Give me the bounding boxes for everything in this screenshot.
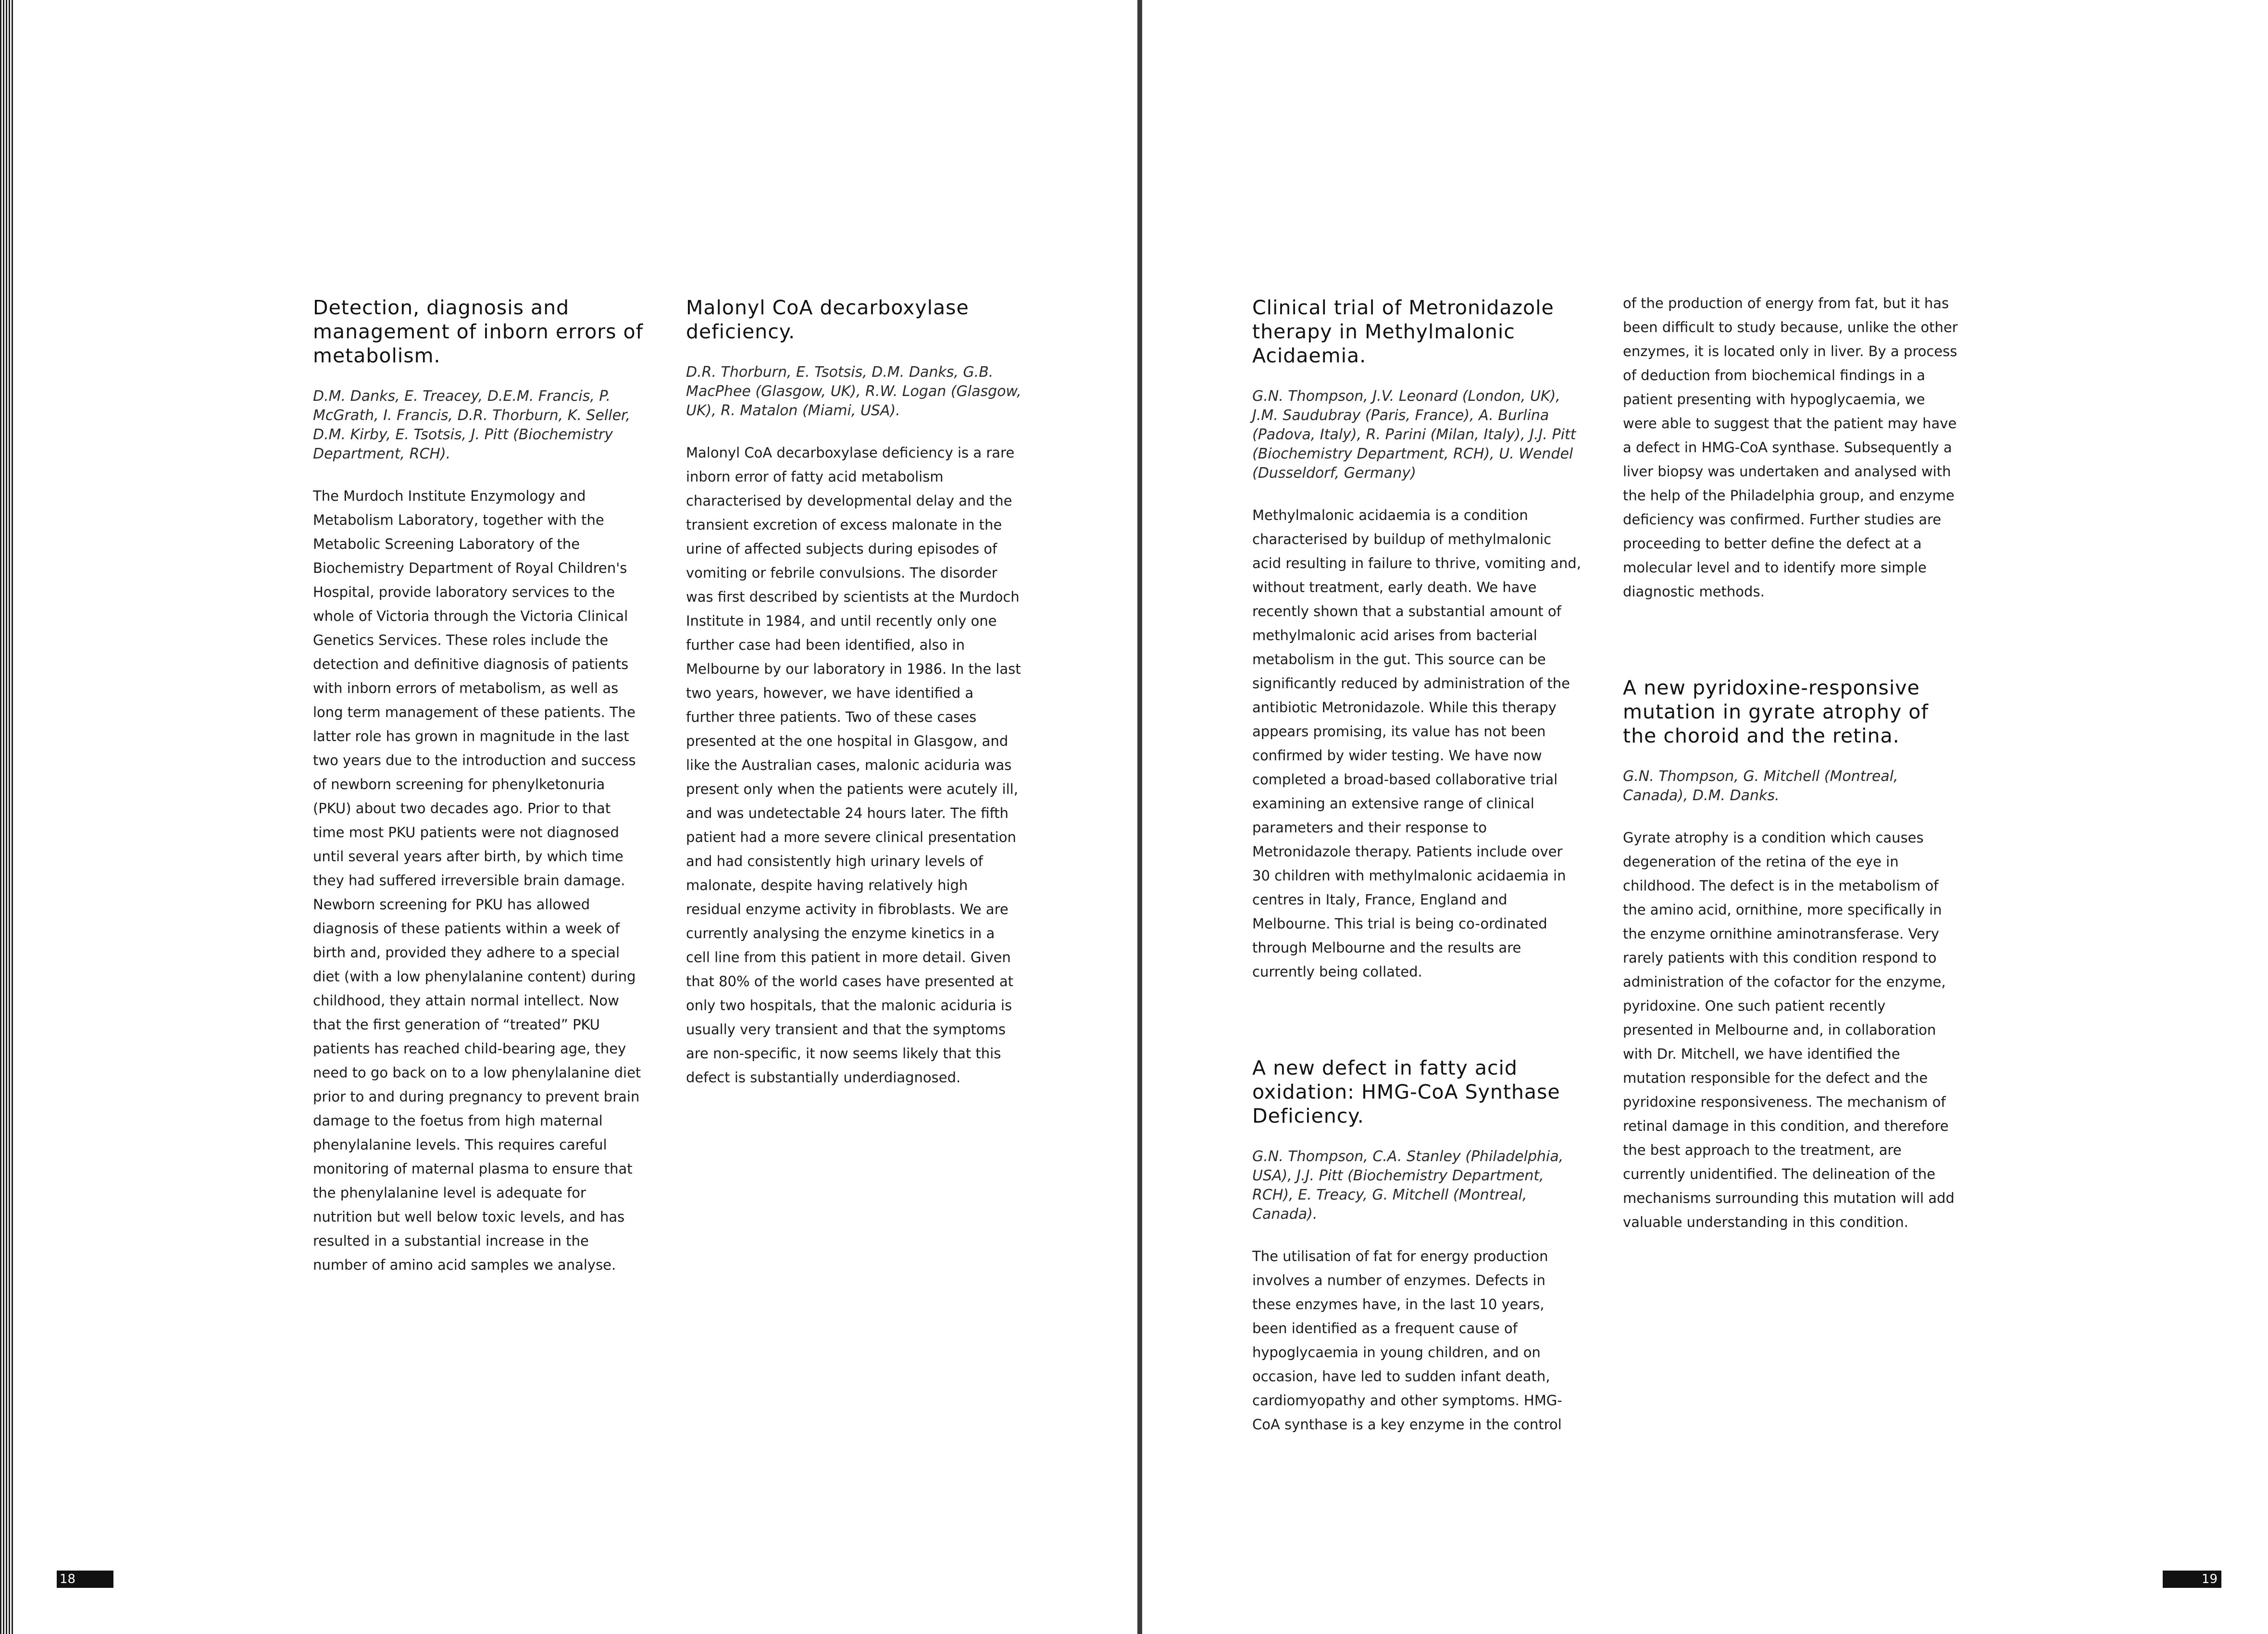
page-number: 19	[2163, 1571, 2221, 1588]
article-hmg-coa	[1252, 1056, 1582, 1436]
article-body: The utilisation of fat for energy production involves a number of enzymes. Defects in these enzymes have, in the last 10 years, been identified as a frequent cause of hypoglycaemia in young children, and on occasion, have led to sudden infant death, cardiomyopathy and other symptoms. HMG-CoA synthase is a key enzyme in the control	[1252, 1248, 1562, 1433]
article-heading: Detection, diagnosis and management of inborn errors of metabolism.	[313, 296, 644, 367]
article-heading: A new pyridoxine-responsive mutation in gyrate atrophy of the choroid and the retina.	[1623, 676, 1929, 747]
scan-edge-left	[0, 0, 14, 1634]
page-number: 18	[57, 1571, 113, 1588]
article-body: Methylmalonic acidaemia is a condition characterised by buildup of methylmalonic acid resulting in failure to thrive, vomiting and, without treatment, early death. We have recently shown that a substantial amount of methylmalonic acid arises from bacterial metabolism in the gut. This source can be significantly reduced by administration of the antibiotic Metronidazole. While this therapy appears promising, its value has not been confirmed by wider testing. We have now completed a broad-based collaborative trial examining an extensive range of clinical parameters and their response to Metronidazole therapy. Patients include over 30 children with methylmalonic acidaemia in centres in Italy, France, England and Melbourne. This trial is being co-ordinated through Melbourne and the results are currently being collated.	[1252, 507, 1581, 980]
article-authors: D.R. Thorburn, E. Tsotsis, D.M. Danks, G.B. MacPhee (Glasgow, UK), R.W. Logan (Glasgow, UK), R. Matalon (Miami, USA).	[686, 364, 1022, 419]
article-heading: A new defect in fatty acid oxidation: HMG-CoA Synthase Deficiency.	[1252, 1056, 1560, 1127]
right-column-2	[1623, 291, 1959, 1234]
article-authors: G.N. Thompson, C.A. Stanley (Philadelphia, USA), J.J. Pitt (Biochemistry Department, RCH), E. Treacy, G. Mitchell (Montreal, Canada).	[1252, 1148, 1564, 1223]
article-body: Malonyl CoA decarboxylase deficiency is a rare inborn error of fatty acid metabolism characterised by developmental delay and the transient excretion of excess malonate in the urine of affected subjects during episodes of vomiting or febrile convulsions. The disorder was first described by scientists at the Murdoch Institute in 1984, and until recently only one further case had been identified, also in Melbourne by our laboratory in 1986. In the last two years, however, we have identified a further three patients. Two of these cases presented at the one hospital in Glasgow, and like the Australian cases, malonic aciduria was present only when the patients were acutely ill, and was undetectable 24 hours later. The fifth patient had a more severe clinical presentation and had consistently high urinary levels of malonate, despite having relatively high residual enzyme activity in fibroblasts. We are currently analysing the enzyme kinetics in a cell line from this patient in more detail. Given that 80% of the world cases have presented at only two hospitals, that the malonic aciduria is usually very transient and that the symptoms are non-specific, it now seems likely that this defect is substantially underdiagnosed.	[686, 445, 1021, 1086]
article-heading: Clinical trial of Metronidazole therapy in Methylmalonic Acidaemia.	[1252, 296, 1554, 367]
article-inborn-errors	[313, 296, 645, 1277]
article-metronidazole	[1252, 296, 1582, 984]
article-body: Gyrate atrophy is a condition which causes degeneration of the retina of the eye in childhood. The defect is in the metabolism of the amino acid, ornithine, more specifically in the enzyme ornithine aminotransferase. Very rarely patients with this condition respond to administration of the cofactor for the enzyme, pyridoxine. One such patient recently presented in Melbourne and, in collaboration with Dr. Mitchell, we have identified the mutation responsible for the defect and the pyridoxine responsiveness. The mechanism of retinal damage in this condition, and therefore the best approach to the treatment, are currently unidentified. The delineation of the mechanisms surrounding this mutation will add valuable understanding in this condition.	[1623, 829, 1955, 1230]
right-column-1	[1252, 296, 1582, 1436]
article-authors: D.M. Danks, E. Treacey, D.E.M. Francis, P. McGrath, I. Francis, D.R. Thorburn, K. Seller, D.M. Kirby, E. Tsotsis, J. Pitt (Biochemistry Department, RCH).	[313, 388, 631, 462]
book-spine	[1137, 0, 1142, 1634]
article-authors: G.N. Thompson, G. Mitchell (Montreal, Canada), D.M. Danks.	[1623, 768, 1898, 804]
article-body-continued: of the production of energy from fat, but it has been difficult to study because, unlike the other enzymes, it is located only in liver. By a process of deduction from biochemical findings in a patient presenting with hypoglycaemia, we were able to suggest that the patient may have a defect in HMG-CoA synthase. Subsequently a liver biopsy was undertaken and analysed with the help of the Philadelphia group, and enzyme deficiency was confirmed. Further studies are proceeding to better define the defect at a molecular level and to identify more simple diagnostic methods.	[1623, 295, 1958, 600]
article-malonyl-coa	[686, 296, 1022, 1089]
right-page	[1142, 0, 2268, 1634]
article-body: The Murdoch Institute Enzymology and Metabolism Laboratory, together with the Metabolic Screening Laboratory of the Biochemistry Department of Royal Children's Hospital, provide laboratory services to the whole of Victoria through the Victoria Clinical Genetics Services. These roles include the detection and definitive diagnosis of patients with inborn errors of metabolism, as well as long term management of these patients. The latter role has grown in magnitude in the last two years due to the introduction and success of newborn screening for phenylketonuria (PKU) about two decades ago. Prior to that time most PKU patients were not diagnosed until several years after birth, by which time they had suffered irreversible brain damage. Newborn screening for PKU has allowed diagnosis of these patients within a week of birth and, provided they adhere to a special diet (with a low phenylalanine content) during childhood, they attain normal intellect. Now that the first generation of “treated” PKU patients has reached child-bearing age, they need to go back on to a low phenylalanine diet prior to and during pregnancy to prevent brain damage to the foetus from high maternal phenylalanine levels. This requires careful monitoring of maternal plasma to ensure that the phenylalanine level is adequate for nutrition but well below toxic levels, and has resulted in a substantial increase in the number of amino acid samples we analyse.	[313, 488, 641, 1273]
article-gyrate-atrophy	[1623, 676, 1959, 1234]
article-heading: Malonyl CoA decarboxylase deficiency.	[686, 296, 969, 343]
article-authors: G.N. Thompson, J.V. Leonard (London, UK), J.M. Saudubray (Paris, France), A. Burlina (Padova, Italy), R. Parini (Milan, Italy), J.J. Pitt (Biochemistry Department, RCH), U. Wendel (Dusseldorf, Germany)	[1252, 388, 1576, 482]
